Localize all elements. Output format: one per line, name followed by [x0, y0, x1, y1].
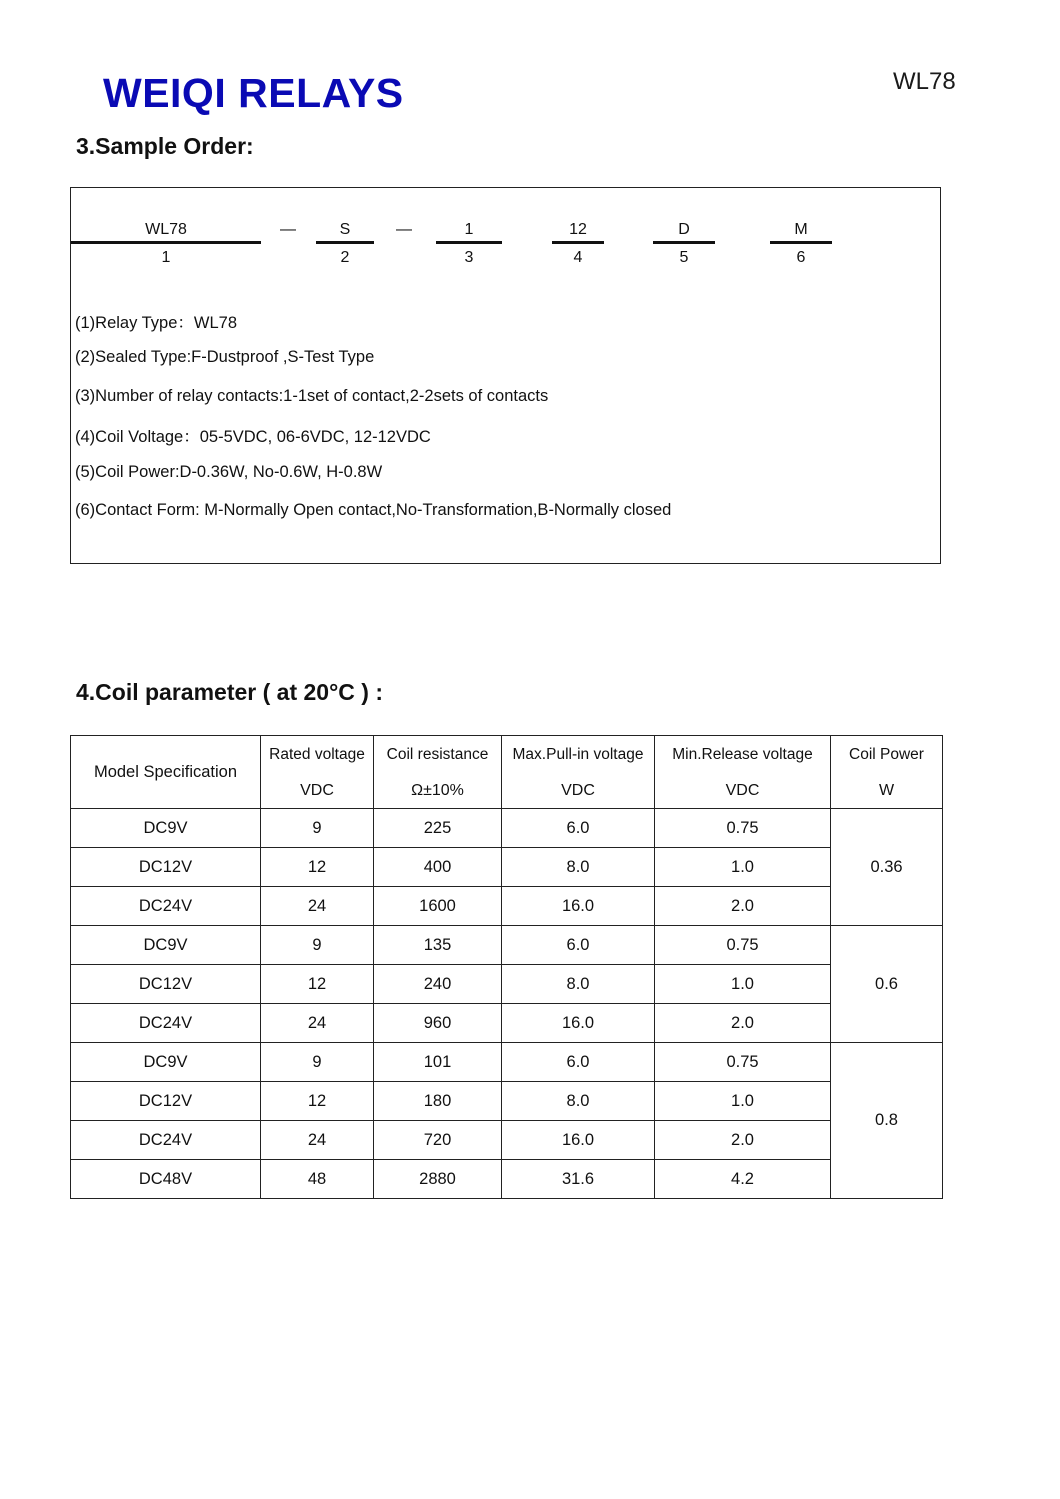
cell-rated-voltage: 24	[261, 1121, 374, 1160]
cell-coil-resistance: 1600	[374, 887, 502, 926]
cell-pull-in-voltage: 6.0	[502, 926, 655, 965]
cell-coil-resistance: 135	[374, 926, 502, 965]
cell-pull-in-voltage: 8.0	[502, 848, 655, 887]
unit-rated-voltage: VDC	[261, 774, 374, 809]
cell-rated-voltage: 12	[261, 965, 374, 1004]
cell-model: DC9V	[71, 926, 261, 965]
cell-rated-voltage: 24	[261, 1004, 374, 1043]
cell-release-voltage: 0.75	[655, 1043, 831, 1082]
table-row	[71, 848, 943, 887]
segment-code-1: WL78	[145, 221, 187, 238]
description-coil-power: (5)Coil Power:D-0.36W, No-0.6W, H-0.8W	[75, 463, 383, 481]
table-row	[71, 809, 943, 848]
segment-code-2: S	[339, 221, 351, 238]
unit-min-release-voltage: VDC	[655, 774, 831, 809]
cell-coil-power-group-3: 0.8	[831, 1043, 943, 1199]
cell-model: DC24V	[71, 1004, 261, 1043]
segment-number-6: 6	[796, 249, 806, 266]
description-sealed-type: (2)Sealed Type:F-Dustproof ,S-Test Type	[75, 348, 375, 366]
cell-rated-voltage: 9	[261, 1043, 374, 1082]
cell-rated-voltage: 48	[261, 1160, 374, 1199]
segment-underline-4	[552, 241, 604, 244]
cell-model: DC9V	[71, 1043, 261, 1082]
segment-code-4: 12	[569, 221, 587, 238]
table-row	[71, 1082, 943, 1121]
header-min-release-voltage: Min.Release voltage	[655, 736, 831, 775]
description-contacts: (3)Number of relay contacts:1-1set of contact,2-2sets of contacts	[75, 387, 549, 405]
cell-release-voltage: 0.75	[655, 809, 831, 848]
cell-release-voltage: 2.0	[655, 887, 831, 926]
table-row	[71, 965, 943, 1004]
header-rated-voltage: Rated voltage	[261, 736, 374, 775]
table-row	[71, 1043, 943, 1082]
cell-release-voltage: 0.75	[655, 926, 831, 965]
cell-rated-voltage: 9	[261, 926, 374, 965]
segment-underline-2	[316, 241, 374, 244]
cell-coil-power-group-1: 0.36	[831, 809, 943, 926]
segment-number-4: 4	[573, 249, 583, 266]
sample-order-title: 3.Sample Order:	[76, 133, 254, 159]
segment-underline-3	[436, 241, 502, 244]
unit-coil-power: W	[831, 774, 943, 809]
cell-coil-resistance: 180	[374, 1082, 502, 1121]
cell-release-voltage: 1.0	[655, 848, 831, 887]
cell-pull-in-voltage: 6.0	[502, 809, 655, 848]
cell-rated-voltage: 12	[261, 1082, 374, 1121]
segment-code-5: D	[678, 221, 690, 238]
table-row	[71, 1121, 943, 1160]
cell-release-voltage: 4.2	[655, 1160, 831, 1199]
cell-coil-power-group-2: 0.6	[831, 926, 943, 1043]
coil-parameter-table	[70, 735, 943, 1199]
cell-model: DC24V	[71, 1121, 261, 1160]
cell-release-voltage: 2.0	[655, 1004, 831, 1043]
cell-pull-in-voltage: 8.0	[502, 965, 655, 1004]
segment-number-1: 1	[161, 249, 171, 266]
cell-model: DC48V	[71, 1160, 261, 1199]
cell-rated-voltage: 12	[261, 848, 374, 887]
segment-underline-6	[770, 241, 832, 244]
table-row	[71, 1004, 943, 1043]
cell-coil-resistance: 240	[374, 965, 502, 1004]
cell-coil-resistance: 225	[374, 809, 502, 848]
description-relay-type: (1)Relay Type：WL78	[75, 314, 238, 332]
segment-code-3: 1	[464, 221, 474, 238]
table-row	[71, 926, 943, 965]
cell-pull-in-voltage: 6.0	[502, 1043, 655, 1082]
cell-model: DC12V	[71, 965, 261, 1004]
cell-release-voltage: 1.0	[655, 965, 831, 1004]
table-row	[71, 1160, 943, 1199]
header-model-specification: Model Specification	[71, 736, 261, 809]
segment-number-2: 2	[340, 249, 350, 266]
unit-coil-resistance: Ω±10%	[374, 774, 502, 809]
cell-pull-in-voltage: 16.0	[502, 1004, 655, 1043]
header-coil-power: Coil Power	[831, 736, 943, 775]
segment-underline-1	[71, 241, 261, 244]
coil-parameter-title: 4.Coil parameter ( at 20°C ) :	[76, 679, 384, 705]
brand-title: WEIQI RELAYS	[103, 70, 404, 116]
cell-coil-resistance: 720	[374, 1121, 502, 1160]
segment-code-6: M	[794, 221, 808, 238]
sample-order-box	[70, 187, 941, 564]
cell-model: DC12V	[71, 1082, 261, 1121]
cell-coil-resistance: 101	[374, 1043, 502, 1082]
table-row	[71, 887, 943, 926]
cell-pull-in-voltage: 16.0	[502, 887, 655, 926]
cell-release-voltage: 1.0	[655, 1082, 831, 1121]
description-contact-form: (6)Contact Form: M-Normally Open contact,No-Transformation,B-Normally closed	[75, 501, 672, 519]
separator-dash-2: —	[396, 221, 412, 238]
cell-coil-resistance: 960	[374, 1004, 502, 1043]
segment-number-5: 5	[679, 249, 689, 266]
cell-pull-in-voltage: 16.0	[502, 1121, 655, 1160]
table-header-row	[71, 736, 943, 775]
document-code: WL78	[893, 68, 956, 95]
cell-coil-resistance: 400	[374, 848, 502, 887]
cell-pull-in-voltage: 31.6	[502, 1160, 655, 1199]
header-max-pull-in-voltage: Max.Pull-in voltage	[502, 736, 655, 775]
cell-model: DC12V	[71, 848, 261, 887]
unit-max-pull-in-voltage: VDC	[502, 774, 655, 809]
header-coil-resistance: Coil resistance	[374, 736, 502, 775]
separator-dash-1: —	[280, 221, 296, 238]
cell-model: DC24V	[71, 887, 261, 926]
cell-coil-resistance: 2880	[374, 1160, 502, 1199]
cell-model: DC9V	[71, 809, 261, 848]
cell-rated-voltage: 9	[261, 809, 374, 848]
cell-rated-voltage: 24	[261, 887, 374, 926]
segment-number-3: 3	[464, 249, 474, 266]
description-coil-voltage: (4)Coil Voltage：05-5VDC, 06-6VDC, 12-12VDC	[75, 428, 431, 446]
cell-pull-in-voltage: 8.0	[502, 1082, 655, 1121]
cell-release-voltage: 2.0	[655, 1121, 831, 1160]
segment-underline-5	[653, 241, 715, 244]
